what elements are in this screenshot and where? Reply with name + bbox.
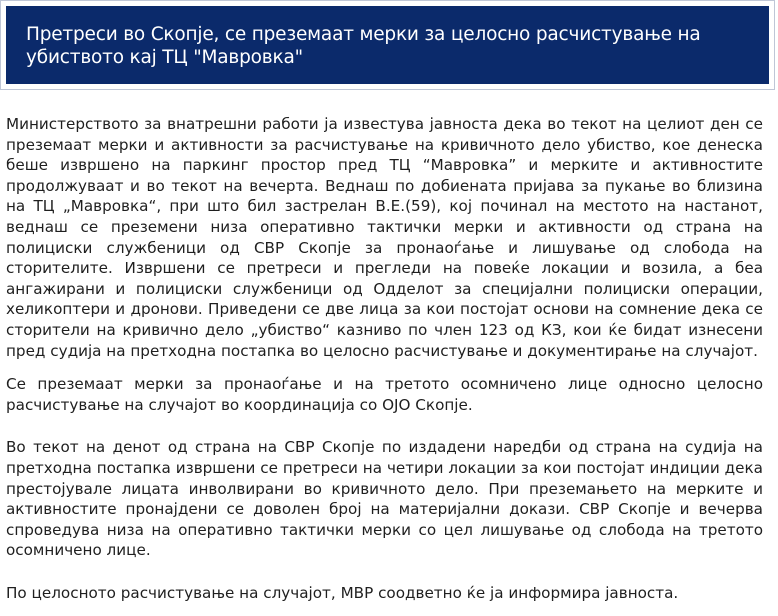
article-paragraph-2: Се преземаат мерки за пронаоѓање и на третото осомничено лице односно целосно расчистување на случајот во координација со ОЈО Скопје. xyxy=(6,375,763,414)
article-paragraph-1: Министерството за внатрешни работи ја известува јавноста дека во текот на целиот ден се преземаат мерки и активности за расчистување на кривичното дело убиство, кое денеска беше извршено на паркинг простор пред ТЦ “Мавровка” и мерките и активностите продолжуваат и во текот на вечерта. Веднаш по добиената пријава за пукање во близина на ТЦ „Мавровка“, при што бил застрелан В.Е.(59), кој починал на местото на настанот, веднаш се преземени низа оперативно тактички мерки и активности од страна на полициски службеници од СВР Скопје за пронаоѓање и лишување од слобода на сторителите. Извршени се претреси и прегледи на повеќе локации и возила, а беа ангажирани и полициски службеници од Одделот за специјални полициски операции, хеликоптери и дронови. Приведени се две лица за кои постојат основи на сомнение дека се сторители на кривично дело „убиство“ казниво по член 123 од КЗ, кои ќе бидат изнесени пред судија на претходна постапка во целосно расчистување и документирање на случајот. xyxy=(6,115,763,360)
article-paragraph-3: Во текот на денот од страна на СВР Скопје по издадени наредби од страна на судија на претходна постапка извршени се претреси на четири локации за кои постојат индиции дека престојувале лицата инволвирани во кривичното дело. При преземањето на мерките и активностите пронајдени се доволен број на материјални докази. СВР Скопје и вечерва спроведува низа на оперативно тактички мерки со цел лишување од слобода на третото осомничено лице. xyxy=(6,438,763,560)
article-title: Претреси во Скопје, се преземаат мерки за целосно расчистување на убиството кај ТЦ "Мавровка" xyxy=(26,24,701,68)
article-header xyxy=(6,6,769,84)
article-paragraph-4: По целосното расчистување на случајот, МВР соодветно ќе ја информира јавноста. xyxy=(6,583,679,602)
article-body xyxy=(6,114,763,616)
